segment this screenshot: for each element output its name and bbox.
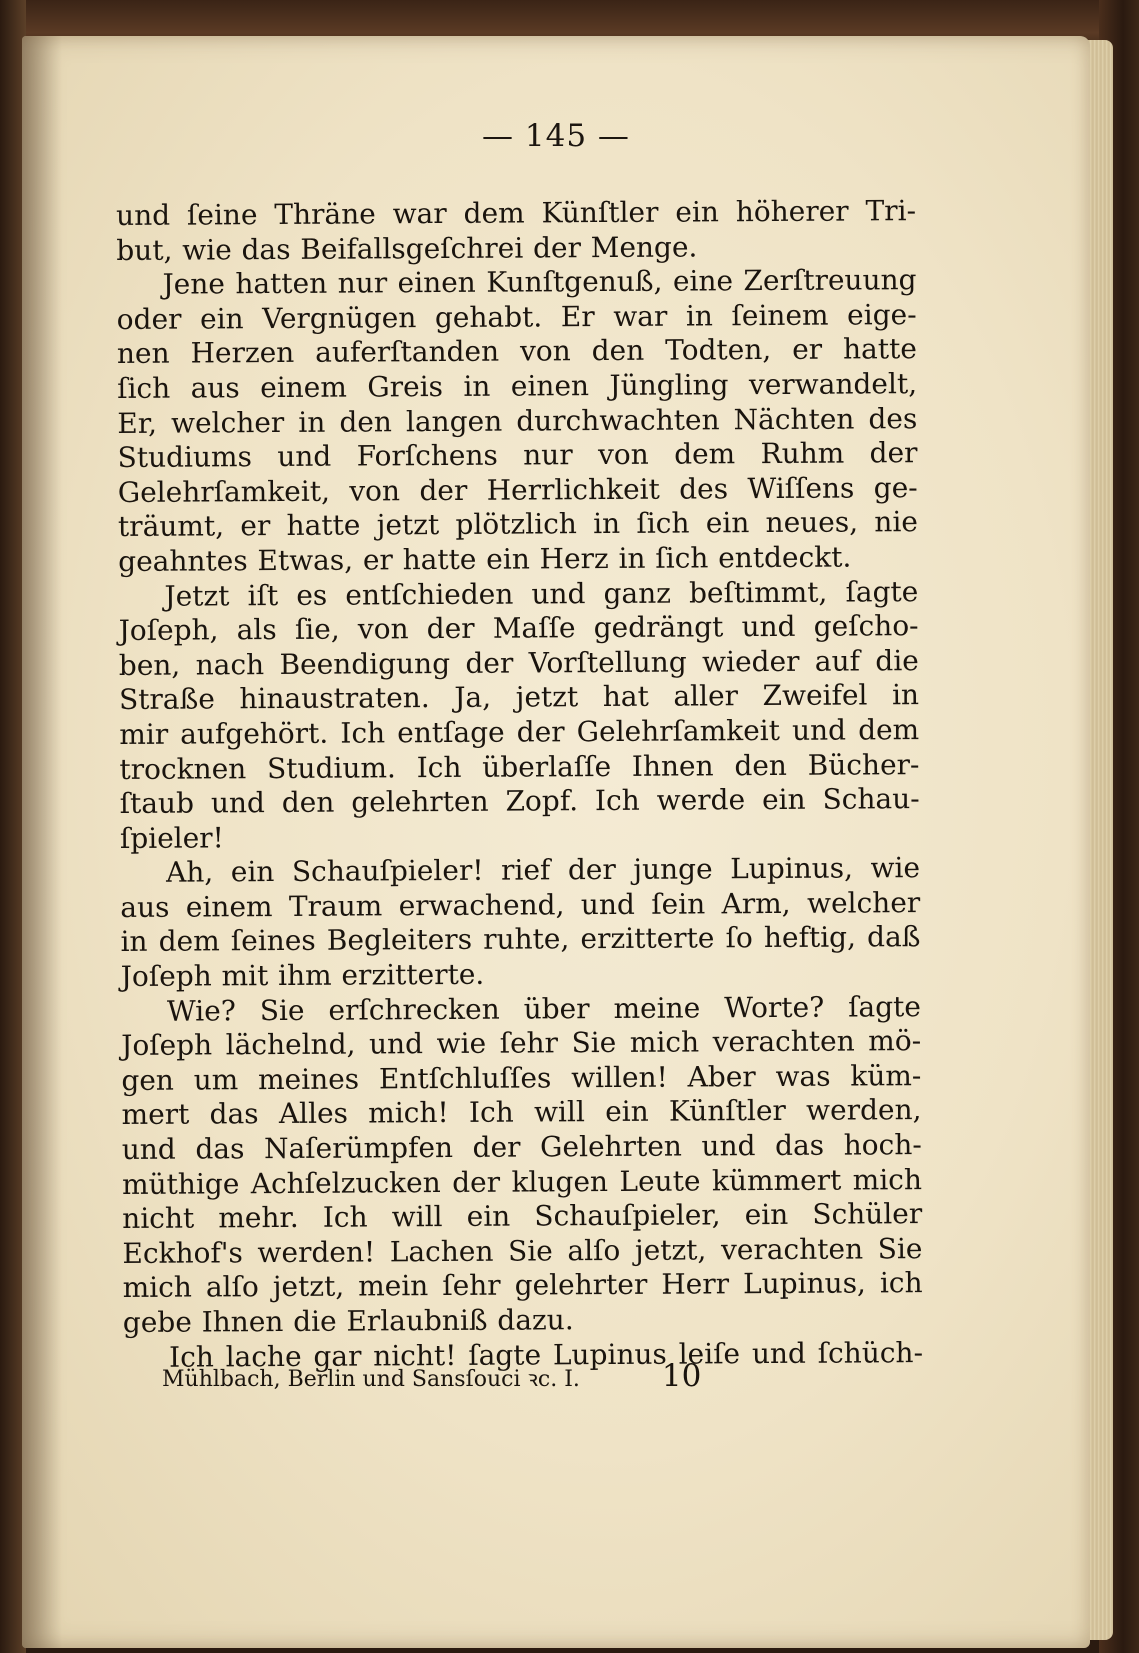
text-line: Er, welcher in den langen durchwachten Nächten des	[117, 401, 918, 440]
text-line: ſtaub und den gelehrten Zopf. Ich werde ein Schau-	[119, 782, 920, 821]
text-line: gebe Ihnen die Erlaubniß dazu.	[122, 1303, 574, 1339]
text-line: but, wie das Beifallsgeſchrei der Menge.	[116, 230, 698, 267]
text-line: und das Naſerümpfen der Gelehrten und das hoch-	[121, 1128, 922, 1167]
text-line: trocknen Studium. Ich überlaſſe Ihnen den Bücher-	[119, 747, 920, 786]
text-line: Ich lache gar nicht! ſagte Lupinus leiſe und ſchüch-	[168, 1335, 924, 1374]
text-line: oder ein Vergnügen gehabt. Er war in ſeinem eige-	[116, 297, 917, 336]
text-line: Eckhof's werden! Lachen Sie alſo jetzt, verachten Sie	[122, 1231, 923, 1270]
text-line: geahntes Etwas, er hatte ein Herz in ſich entdeckt.	[118, 540, 852, 578]
text-line: mir aufgehört. Ich entſage der Gelehrſamkeit und dem	[119, 713, 920, 751]
text-line: müthige Achſelzucken der klugen Leute kümmert mich	[121, 1162, 923, 1201]
text-line: Gelehrſamkeit, von der Herrlichkeit des Wiſſens ge-	[117, 470, 918, 509]
text-line: Wie? Sie erſchrecken über meine Worte? ſagte	[166, 989, 922, 1028]
page-number-header: — 145 —	[482, 118, 630, 154]
book-page	[22, 36, 1090, 1648]
text-line: in dem ſeines Begleiters ruhte, erzitterte ſo heftig, daß	[120, 920, 921, 959]
text-line: Joſeph, als ſie, von der Maſſe gedrängt und geſcho-	[118, 609, 919, 648]
text-line: Joſeph lächelnd, und wie ſehr Sie mich verachten mö-	[121, 1024, 922, 1063]
sheet-number: 10	[661, 1358, 702, 1394]
body-text	[116, 194, 923, 1375]
text-line: ben, nach Beendigung der Vorſtellung wieder auf die	[118, 643, 919, 682]
page-footer	[162, 1358, 862, 1394]
text-line: mich alſo jetzt, mein ſehr gelehrter Herr Lupinus, ich	[122, 1266, 923, 1305]
text-line: gen um meines Entſchluſſes willen! Aber was küm-	[121, 1058, 922, 1097]
text-line: und ſeine Thräne war dem Künſtler ein höherer Tri-	[116, 194, 917, 232]
text-line: nen Herzen auferſtanden von den Todten, er hatte	[116, 332, 917, 371]
printer-signature: Mühlbach, Berlin und Sansſouci ꝛc. I.	[162, 1367, 580, 1392]
text-line: Jene hatten nur einen Kunſtgenuß, eine Zerſtreuung	[162, 263, 917, 301]
text-line: Joſeph mit ihm erzitterte.	[120, 957, 485, 994]
text-line: aus einem Traum erwachend, und ſein Arm, welcher	[120, 885, 921, 924]
text-line: ſpieler!	[119, 821, 224, 855]
spine-shadow	[22, 36, 62, 1648]
text-line: Jetzt iſt es entſchieden und ganz beſtimmt, ſagte	[164, 574, 919, 613]
text-line: Ah, ein Schauſpieler! rief der junge Lupinus, wie	[166, 851, 921, 889]
text-line: mert das Alles mich! Ich will ein Künſtler werden,	[121, 1093, 922, 1132]
text-line: träumt, er hatte jetzt plötzlich in ſich ein neues, nie	[117, 505, 919, 544]
text-line: ſich aus einem Greis in einen Jüngling verwandelt,	[117, 367, 918, 405]
text-line: Straße hinaustraten. Ja, jetzt hat aller Zweifel in	[118, 678, 920, 717]
text-line: Studiums und Forſchens nur von dem Ruhm der	[117, 436, 918, 475]
text-line: nicht mehr. Ich will ein Schauſpieler, ein Schüler	[122, 1197, 923, 1236]
